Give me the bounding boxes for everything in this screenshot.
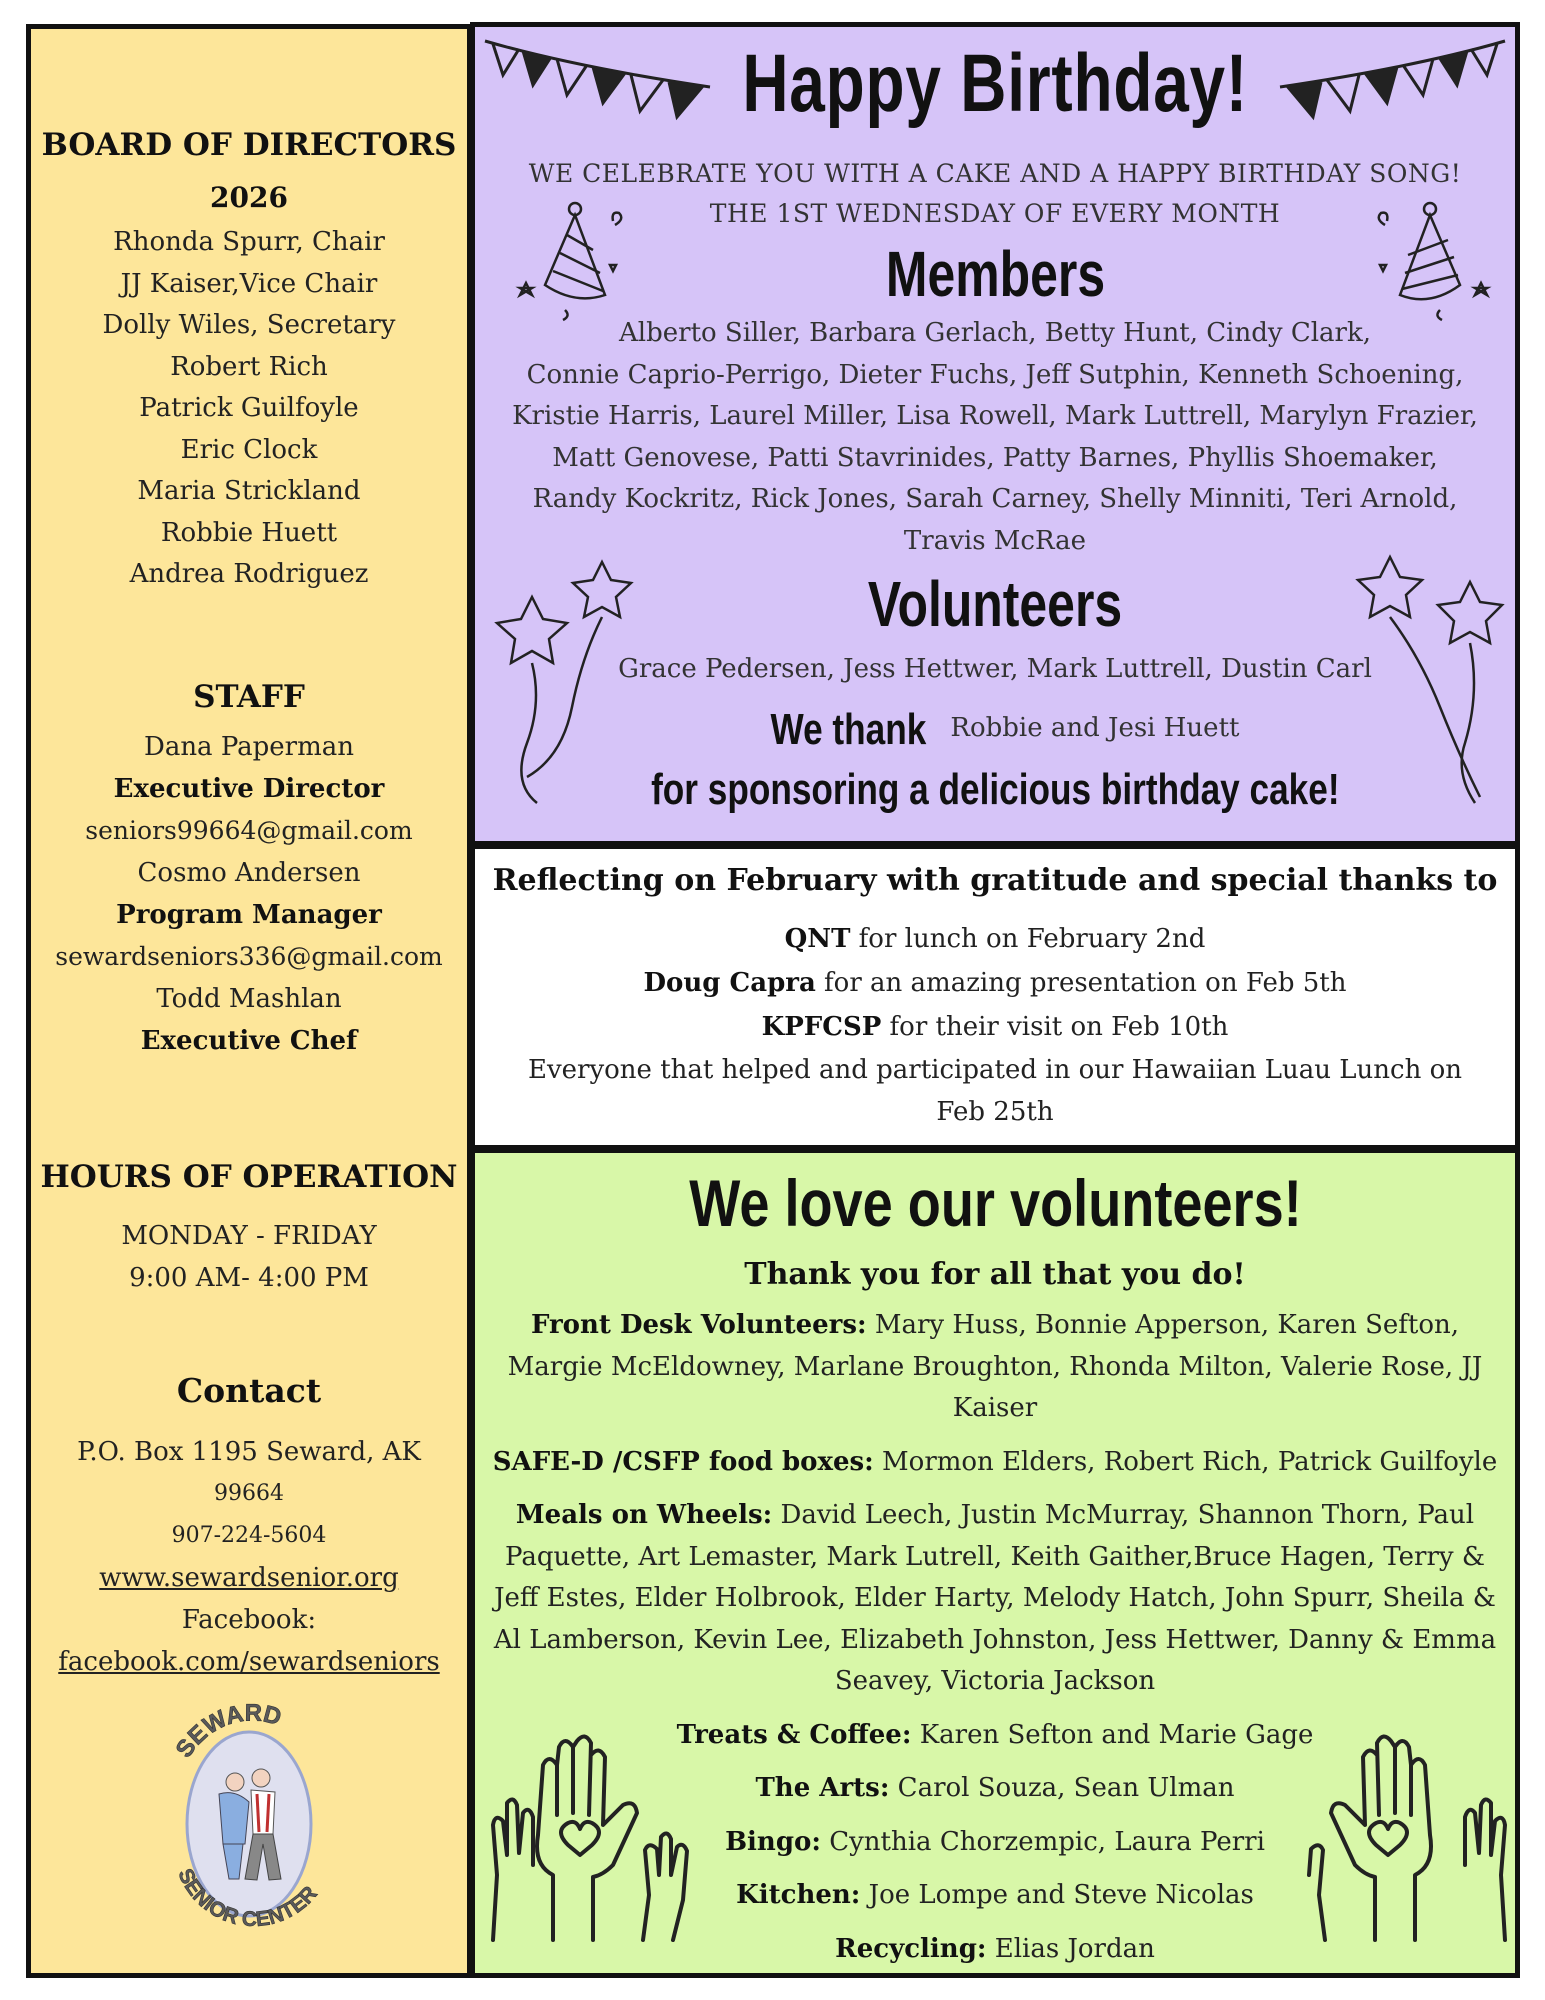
website-link[interactable]: www.sewardsenior.org <box>99 1563 399 1593</box>
members-line: Alberto Siller, Barbara Gerlach, Betty Hunt, Cindy Clark, <box>619 318 1371 348</box>
volunteers-subtitle: Thank you for all that you do! <box>744 1257 1246 1292</box>
volunteers-title: We love our volunteers! <box>688 1166 1302 1240</box>
board-member: JJ Kaiser,Vice Chair <box>120 268 378 299</box>
contact-title: Contact <box>176 1371 322 1410</box>
volunteer-group-names: Joe Lompe and Steve Nicolas <box>860 1880 1254 1910</box>
contact-address: P.O. Box 1195 Seward, AK <box>77 1437 421 1467</box>
board-members-list <box>31 222 467 596</box>
thanks-item <box>475 1005 1515 1049</box>
birthday-volunteers-list: Grace Pedersen, Jess Hettwer, Mark Luttrell, Dustin Carl <box>618 654 1372 684</box>
thanks-item-name: QNT <box>784 924 851 954</box>
thanks-item-name: KPFCSP <box>761 1012 882 1042</box>
contact-zip: 99664 <box>214 1481 284 1506</box>
board-member: Maria Strickland <box>137 476 361 506</box>
thanks-closing: Everyone that helped and participated in our Hawaiian Luau Lunch on <box>527 1055 1462 1085</box>
volunteers-panel <box>470 1148 1520 1978</box>
thank-sponsors: Robbie and Jesi Huett <box>950 713 1240 743</box>
staff-name: Cosmo Andersen <box>137 858 361 888</box>
staff-email[interactable]: sewardseniors336@gmail.com <box>55 942 443 971</box>
thanks-item <box>475 961 1515 1005</box>
staff-role: Program Manager <box>116 900 382 930</box>
birthday-subtitle: WE CELEBRATE YOU WITH A CAKE AND A HAPPY BIRTHDAY SONG! <box>528 159 1462 188</box>
hours-time: 9:00 AM- 4:00 PM <box>129 1263 369 1293</box>
staff-email[interactable]: seniors99664@gmail.com <box>85 816 413 845</box>
thanks-closing-date: Feb 25th <box>936 1097 1054 1127</box>
members-line: Travis McRae <box>903 525 1087 556</box>
hours-title: HOURS OF OPERATION <box>40 1159 458 1195</box>
members-line: Connie Caprio-Perrigo, Dieter Fuchs, Jeff Sutphin, Kenneth Schoening, <box>526 359 1464 390</box>
volunteer-group-label: The Arts: <box>755 1773 890 1803</box>
thanks-item-name: Doug Capra <box>643 968 816 998</box>
hours-days: MONDAY - FRIDAY <box>121 1221 377 1251</box>
board-member: Robert Rich <box>170 351 328 382</box>
thanks-item-text: for lunch on February 2nd <box>850 924 1206 954</box>
board-member: Patrick Guilfoyle <box>139 393 359 423</box>
facebook-label: Facebook: <box>181 1605 317 1635</box>
board-title: BOARD OF DIRECTORS <box>41 127 457 163</box>
raised-hands-icon <box>483 1725 693 1945</box>
volunteer-group-names: Cynthia Chorzempic, Laura Perri <box>820 1826 1265 1857</box>
volunteer-group-label: Meals on Wheels: <box>515 1500 773 1530</box>
thanks-item-text: for their visit on Feb 10th <box>881 1012 1229 1042</box>
sidebar-panel <box>26 24 472 1978</box>
staff-list <box>31 726 467 1062</box>
seward-senior-center-logo <box>149 1694 349 1944</box>
facebook-link[interactable]: facebook.com/sewardseniors <box>58 1647 440 1677</box>
members-line: Matt Genovese, Patti Stavrinides, Patty Barnes, Phyllis Shoemaker, <box>552 442 1438 473</box>
birthday-panel <box>470 22 1520 846</box>
volunteer-group-names: Mormon Elders, Robert Rich, Patrick Guilfoyle <box>873 1446 1498 1477</box>
members-line: Kristie Harris, Laurel Miller, Lisa Rowell, Mark Luttrell, Marylyn Frazier, <box>512 401 1478 431</box>
thanks-item-text: for an amazing presentation on Feb 5th <box>815 968 1347 998</box>
thanks-item <box>475 917 1515 961</box>
logo-bottom-text: SENIOR CENTER <box>173 1865 322 1932</box>
staff-role: Executive Director <box>113 774 385 804</box>
staff-title: STAFF <box>193 679 305 715</box>
volunteer-group-label: Front Desk Volunteers: <box>530 1310 867 1340</box>
board-member: Eric Clock <box>180 434 318 465</box>
volunteer-group-label: Treats & Coffee: <box>676 1719 912 1750</box>
volunteer-group-names: Karen Sefton and Marie Gage <box>911 1719 1314 1750</box>
volunteer-group-label: Bingo: <box>725 1826 821 1857</box>
staff-name: Todd Mashlan <box>156 984 342 1014</box>
volunteer-group-label: Recycling: <box>835 1933 987 1964</box>
birthday-schedule: THE 1ST WEDNESDAY OF EVERY MONTH <box>709 199 1281 228</box>
board-member: Dolly Wiles, Secretary <box>102 310 396 340</box>
cake-sponsor-line: for sponsoring a delicious birthday cake! <box>650 765 1340 814</box>
staff-role: Executive Chef <box>140 1026 358 1056</box>
thanks-list <box>475 917 1515 1133</box>
volunteer-group-names: Carol Souza, Sean Ulman <box>889 1773 1235 1803</box>
board-member: Andrea Rodriguez <box>129 559 369 589</box>
logo-top-text: SEWARD <box>170 1699 285 1763</box>
volunteer-group-label: SAFE-D /CSFP food boxes: <box>492 1446 874 1477</box>
volunteer-group <box>475 1442 1515 1484</box>
birthday-title: Happy Birthday! <box>742 38 1248 129</box>
volunteer-group-label: Kitchen: <box>736 1880 861 1910</box>
board-year: 2026 <box>210 181 288 214</box>
volunteers-heading: Volunteers <box>867 568 1123 640</box>
raised-hands-icon <box>1305 1725 1515 1945</box>
board-member: Rhonda Spurr, Chair <box>113 227 385 257</box>
members-line: Randy Kockritz, Rick Jones, Sarah Carney, Shelly Minniti, Teri Arnold, <box>532 484 1458 514</box>
volunteer-group-names: David Leech, Justin McMurray, Shannon Thorn, Paul Paquette, Art Lemaster, Mark Lutrell, Keith Gaither,Bruce Hagen, Terry & Jeff Estes, Elder Holbrook, Elder Harty, Melody Hatch, John Spurr, Sheila & Al Lamberson, Kevin Lee, Elizabeth Johnston, Jess Hettwer, Danny & Emma Seavey, Victoria Jackson <box>493 1500 1497 1696</box>
staff-name: Dana Paperman <box>143 732 355 762</box>
february-thanks-panel <box>470 844 1520 1150</box>
volunteer-group <box>475 1495 1515 1703</box>
board-member: Robbie Huett <box>160 517 338 548</box>
volunteer-group <box>475 1305 1515 1430</box>
members-list <box>475 313 1515 562</box>
volunteer-group-names: Mary Huss, Bonnie Apperson, Karen Sefton, Margie McEldowney, Marlane Broughton, Rhonda Milton, Valerie Rose, JJ Kaiser <box>507 1310 1483 1423</box>
thanks-title: Reflecting on February with gratitude and special thanks to <box>492 863 1498 898</box>
contact-phone: 907-224-5604 <box>171 1523 327 1548</box>
members-heading: Members <box>885 238 1105 310</box>
volunteer-group-names: Elias Jordan <box>986 1933 1155 1964</box>
thank-prefix: We thank <box>769 705 926 754</box>
contact-info <box>31 1431 467 1683</box>
